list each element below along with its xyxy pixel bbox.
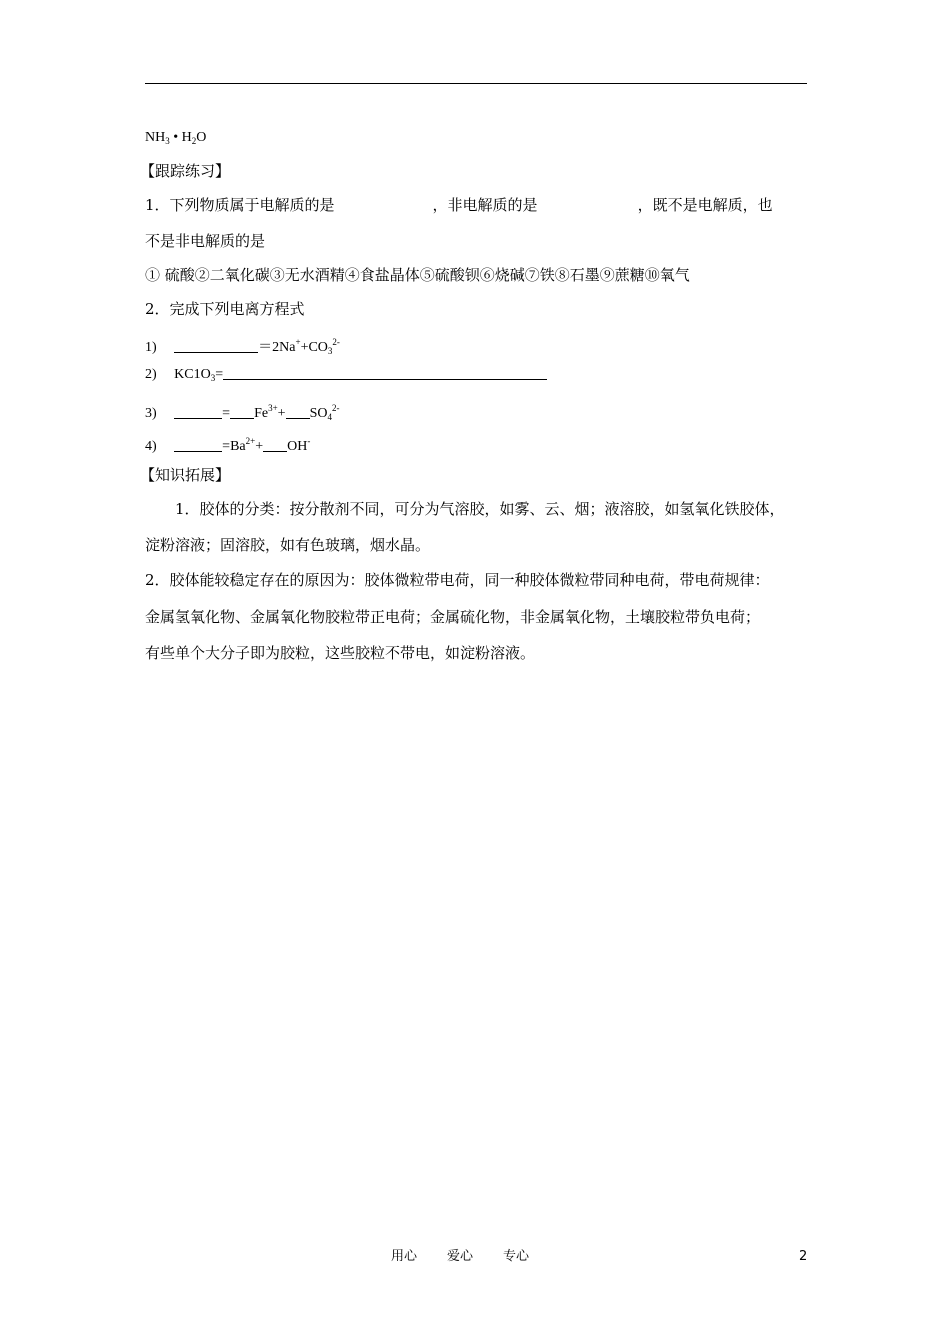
equation-text: +CO [300, 340, 328, 355]
equation-text: + [255, 439, 264, 454]
question-1-line-1 [145, 195, 773, 215]
formula-nh3-h2o [145, 128, 206, 151]
paragraph-2-line-3: 有些单个大分子即为胶粒，这些胶粒不带电，如淀粉溶液。 [145, 644, 536, 662]
paragraph-2-line-1: 2．胶体能较稳定存在的原因为：胶体微粒带电荷，同一种胶体微粒带同种电荷，带电荷规律： [145, 571, 770, 589]
equation-superscript: - [307, 436, 311, 446]
equation-superscript: 2- [332, 337, 340, 347]
equation-4 [145, 431, 310, 457]
answer-blank [174, 437, 222, 452]
formula-subscript: 2 [191, 136, 197, 146]
equation-superscript: 2+ [245, 436, 256, 446]
formula-dot: • [173, 130, 179, 145]
equation-number: 1) [145, 340, 157, 355]
header-rule [145, 83, 807, 84]
answer-blank [174, 338, 258, 353]
formula-subscript: 3 [165, 136, 170, 146]
equation-3 [145, 398, 339, 427]
equation-number: 4) [145, 439, 157, 454]
answer-blank [286, 404, 310, 419]
equation-superscript: + [295, 337, 301, 347]
equation-superscript: 3+ [268, 403, 278, 413]
equation-subscript: 3 [210, 373, 216, 383]
equation-text: = [222, 406, 231, 421]
question-text: ，非电解质的是 [432, 196, 538, 214]
question-text: 1．下列物质属于电解质的是 [145, 196, 335, 214]
section-heading-knowledge: 【知识拓展】 [140, 466, 231, 484]
equation-subscript: 4 [327, 412, 332, 422]
formula-text: O [196, 130, 207, 145]
question-text: ，既不是电解质，也 [637, 196, 773, 214]
formula-text: H [181, 130, 192, 145]
answer-blank [230, 404, 254, 419]
equation-number: 2) [145, 367, 157, 382]
equation-text: + [277, 406, 286, 421]
equation-text: ＝2Na [258, 340, 296, 355]
footer-slogan-3: 专心 [503, 1249, 530, 1264]
paragraph-1-line-1: 1．胶体的分类：按分散剂不同，可分为气溶胶，如雾、云、烟；液溶胶，如氢氧化铁胶体， [175, 500, 785, 518]
footer-slogan-2: 爱心 [447, 1249, 474, 1264]
equation-1 [145, 332, 340, 361]
formula-text: NH [145, 130, 166, 145]
equation-number: 3) [145, 406, 157, 421]
question-1-items: ① 硫酸②二氧化碳③无水酒精④食盐晶体⑤硫酸钡⑥烧碱⑦铁⑧石墨⑨蔗糖⑩氧气 [145, 266, 690, 284]
equation-superscript: 2- [331, 403, 340, 413]
paragraph-2-line-2: 金属氢氧化物、金属氧化物胶粒带正电荷；金属硫化物，非金属氧化物，土壤胶粒带负电荷； [145, 608, 761, 626]
equation-text: SO [309, 406, 328, 421]
equation-text: =Ba [222, 439, 246, 454]
equation-text: OH [287, 439, 308, 454]
equation-text: KC1O [174, 367, 211, 382]
answer-blank [174, 404, 222, 419]
paragraph-1-line-2: 淀粉溶液；固溶胶，如有色玻璃，烟水晶。 [145, 536, 431, 554]
section-heading-tracking: 【跟踪练习】 [140, 162, 231, 180]
footer-slogan-1: 用心 [391, 1249, 418, 1264]
equation-2 [145, 365, 547, 388]
equation-subscript: 3 [327, 346, 333, 356]
page-number: 2 [799, 1249, 808, 1264]
equation-text: Fe [254, 406, 269, 421]
question-2-title: 2．完成下列电离方程式 [145, 300, 305, 318]
answer-blank [263, 437, 287, 452]
question-1-line-2: 不是非电解质的是 [145, 232, 266, 250]
answer-blank [223, 365, 547, 380]
equation-text: = [215, 367, 224, 382]
